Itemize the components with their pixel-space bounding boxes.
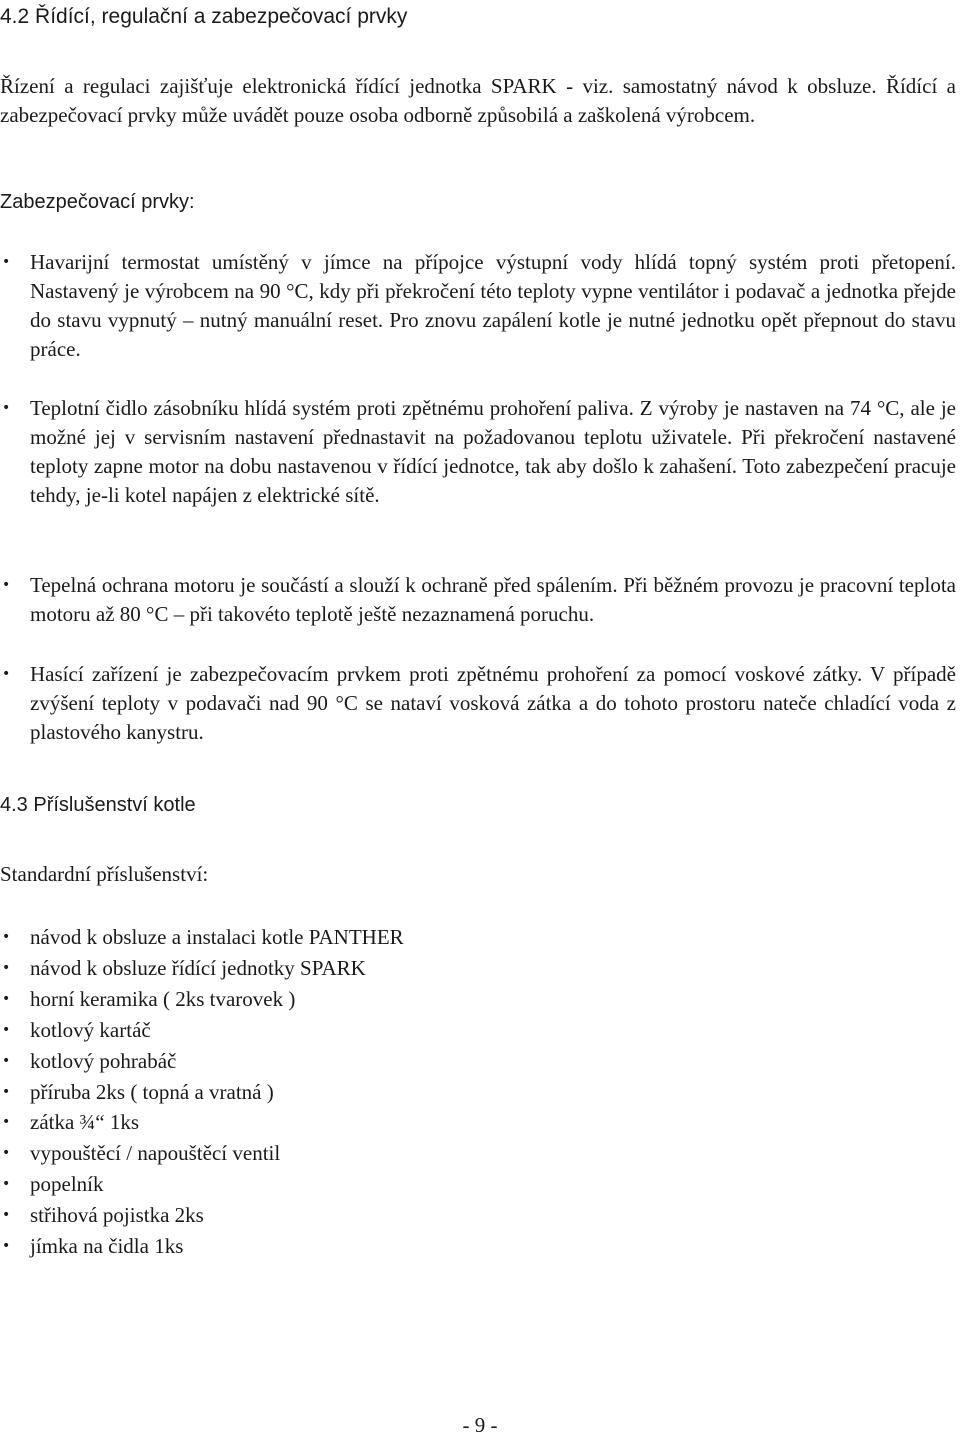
list-item-text: zátka ¾“ 1ks [30, 1110, 140, 1135]
safety-elements-list [0, 394, 956, 510]
safety-elements-list [0, 571, 956, 629]
bullet-icon: • [2, 1052, 11, 1069]
list-item [0, 394, 956, 510]
list-item [0, 984, 700, 1015]
bullet-icon: • [2, 1238, 11, 1255]
list-item-text: návod k obsluze řídící jednotky SPARK [30, 955, 366, 980]
list-item [0, 922, 700, 953]
bullet-icon: • [2, 990, 11, 1007]
list-item-text: Havarijní termostat umístěný v jímce na přípojce výstupní vody hlídá topný systém proti přetopení. Nastavený je výrobcem na 90 °C, kdy při překročení této teploty vypne ventilátor i podavač a jednotka přejde do stavu vypnutý – nutný manuální reset. Pro znovu zapálení kotle je nutné jednotku opět přepnout do stavu práce. [30, 250, 956, 361]
bullet-icon: • [2, 1145, 11, 1162]
list-item-text: kotlový pohrabáč [30, 1048, 177, 1073]
list-item [0, 1169, 700, 1200]
safety-elements-heading: Zabezpečovací prvky: [0, 191, 195, 213]
list-item [0, 660, 956, 747]
bullet-icon: • [2, 254, 11, 270]
list-item [0, 1138, 700, 1169]
section-4-3-title: 4.3 Příslušenství kotle [0, 794, 196, 816]
list-item [0, 1107, 700, 1138]
list-item-text: Hasící zařízení je zabezpečovacím prvkem proti zpětnému prohoření za pomocí voskové zátky. V případě zvýšení teploty v podavači nad 90 °C se nataví vosková zátka a do tohoto prostoru nateče chladící voda z plastového kanystru. [30, 662, 956, 744]
list-item [0, 1231, 700, 1262]
list-item [0, 1077, 700, 1108]
bullet-icon: • [2, 959, 11, 976]
list-item-text: kotlový kartáč [30, 1017, 151, 1042]
bullet-icon: • [2, 1083, 11, 1100]
page-number: - 9 - [462, 1413, 498, 1437]
bullet-icon: • [2, 1176, 11, 1193]
list-item-text: horní keramika ( 2ks tvarovek ) [30, 986, 296, 1011]
bullet-icon: • [2, 577, 11, 593]
section-4-2-title: 4.2 Řídící, regulační a zabezpečovací prvky [0, 5, 408, 28]
list-item-text: vypouštěcí / napouštěcí ventil [30, 1141, 281, 1166]
bullet-icon: • [2, 1114, 11, 1131]
bullet-icon: • [2, 1207, 11, 1224]
list-item [0, 248, 956, 364]
list-item-text: návod k obsluze a instalaci kotle PANTHER [30, 925, 404, 949]
list-item [0, 571, 956, 629]
bullet-icon: • [2, 400, 11, 416]
bullet-icon: • [2, 666, 11, 682]
safety-elements-list [0, 248, 956, 364]
bullet-icon: • [2, 929, 11, 945]
standard-accessories-list [0, 922, 700, 1262]
standard-accessories-heading: Standardní příslušenství: [0, 862, 209, 886]
list-item [0, 953, 700, 984]
section-4-2-intro: Řízení a regulaci zajišťuje elektronická řídící jednotka SPARK - viz. samostatný návod k obsluze. Řídící a zabezpečovací prvky může uvádět pouze osoba odborně způsobilá a zaškolená výrobcem. [0, 74, 956, 127]
list-item-text: střihová pojistka 2ks [30, 1203, 204, 1228]
bullet-icon: • [2, 1021, 11, 1038]
safety-elements-list [0, 660, 956, 747]
list-item-text: Tepelná ochrana motoru je součástí a slouží k ochraně před spálením. Při běžném provozu je pracovní teplota motoru až 80 °C – při takovéto teplotě ještě nezaznamená poruchu. [30, 573, 956, 626]
list-item-text: příruba 2ks ( topná a vratná ) [30, 1079, 274, 1104]
list-item [0, 1015, 700, 1046]
list-item [0, 1200, 700, 1231]
list-item-text: Teplotní čidlo zásobníku hlídá systém proti zpětnému prohoření paliva. Z výroby je nastaven na 74 °C, ale je možné jej v servisním nastavení přednastavit na požadovanou teplotu uživatele. Při překročení nastavené teploty zapne motor na dobu nastavenou v řídící jednotce, tak aby došlo k zahašení. Toto zabezpečení pracuje tehdy, je-li kotel napájen z elektrické sítě. [30, 396, 956, 507]
list-item-text: jímka na čidla 1ks [30, 1234, 184, 1259]
list-item-text: popelník [30, 1172, 104, 1197]
list-item [0, 1046, 700, 1077]
